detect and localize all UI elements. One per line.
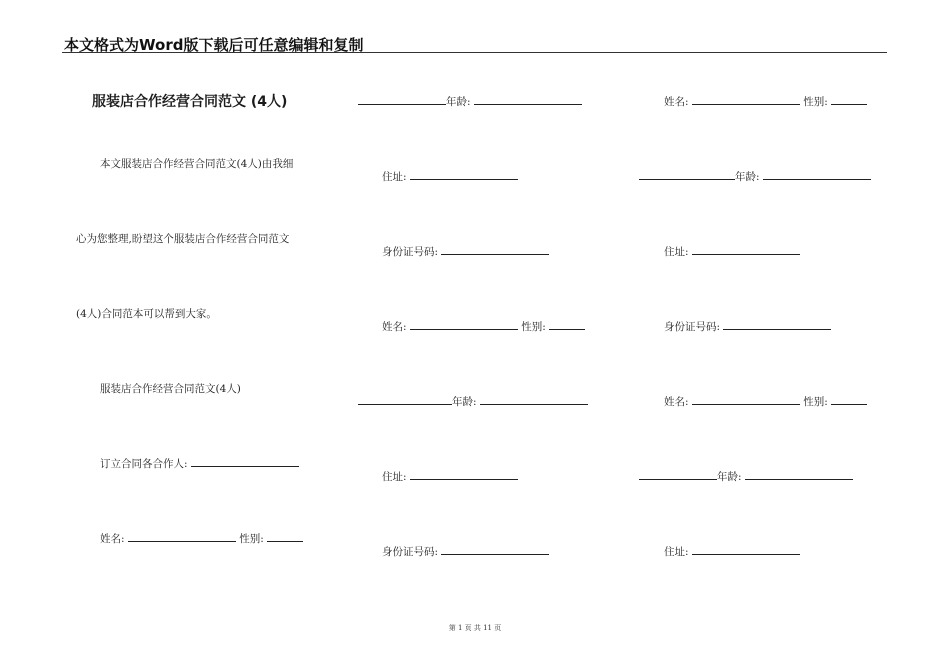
name-label: 姓名: xyxy=(382,321,407,333)
name-label: 姓名: xyxy=(664,96,689,108)
mid-age-line-2 xyxy=(358,394,588,409)
name-label: 姓名: xyxy=(100,533,125,545)
gender-blank xyxy=(267,531,303,542)
age-label: 年龄: xyxy=(735,171,760,183)
address-blank xyxy=(692,544,800,555)
gender-label: 性别: xyxy=(803,396,828,408)
age-blank xyxy=(474,94,582,105)
mid-name-gender-line xyxy=(382,319,585,334)
mid-address-line-1 xyxy=(382,169,518,184)
right-id-line xyxy=(664,319,831,334)
parties-line xyxy=(100,456,299,471)
intro-line-2: 心为您整理,盼望这个服装店合作经营合同范文 xyxy=(76,233,290,245)
mid-id-line-1 xyxy=(382,244,549,259)
gender-blank xyxy=(831,394,867,405)
right-name-gender-line-1 xyxy=(664,94,867,109)
age-label: 年龄: xyxy=(446,96,471,108)
intro-line-3: (4人)合同范本可以帮到大家。 xyxy=(76,308,217,320)
right-name-gender-line-2 xyxy=(664,394,867,409)
blank xyxy=(358,394,452,405)
address-blank xyxy=(410,469,518,480)
id-label: 身份证号码: xyxy=(382,246,439,258)
intro-line-1: 本文服装店合作经营合同范文(4人)由我细 xyxy=(100,158,294,170)
age-blank xyxy=(480,394,588,405)
blank xyxy=(639,169,735,180)
name-label: 姓名: xyxy=(664,396,689,408)
id-blank xyxy=(441,544,549,555)
name-blank xyxy=(692,94,800,105)
right-address-line-1 xyxy=(664,244,800,259)
gender-label: 性别: xyxy=(521,321,546,333)
age-label: 年龄: xyxy=(452,396,477,408)
address-label: 住址: xyxy=(382,171,407,183)
parties-blank xyxy=(191,456,299,467)
id-label: 身份证号码: xyxy=(664,321,721,333)
age-blank xyxy=(763,169,871,180)
right-address-line-2 xyxy=(664,544,800,559)
blank xyxy=(358,94,446,105)
name-blank xyxy=(692,394,800,405)
mid-age-line-1 xyxy=(358,94,582,109)
gender-blank xyxy=(549,319,585,330)
document-header: 本文格式为Word版下载后可任意编辑和复制 xyxy=(64,36,364,54)
address-blank xyxy=(692,244,800,255)
gender-blank xyxy=(831,94,867,105)
address-blank xyxy=(410,169,518,180)
party-1-name-gender xyxy=(100,531,303,546)
gender-label: 性别: xyxy=(803,96,828,108)
address-label: 住址: xyxy=(664,546,689,558)
document-title: 服装店合作经营合同范文 (4人) xyxy=(92,94,288,110)
mid-id-line-2 xyxy=(382,544,549,559)
contract-subtitle: 服装店合作经营合同范文(4人) xyxy=(100,383,241,395)
name-blank xyxy=(128,531,236,542)
address-label: 住址: xyxy=(664,246,689,258)
id-blank xyxy=(723,319,831,330)
right-age-line-1 xyxy=(639,169,871,184)
age-label: 年龄: xyxy=(717,471,742,483)
right-age-line-2 xyxy=(639,469,853,484)
page-number: 第 1 页 共 11 页 xyxy=(448,624,502,632)
id-label: 身份证号码: xyxy=(382,546,439,558)
gender-label: 性别: xyxy=(239,533,264,545)
id-blank xyxy=(441,244,549,255)
address-label: 住址: xyxy=(382,471,407,483)
blank xyxy=(639,469,717,480)
header-divider xyxy=(62,52,887,53)
age-blank xyxy=(745,469,853,480)
name-blank xyxy=(410,319,518,330)
parties-label: 订立合同各合作人: xyxy=(100,458,188,470)
mid-address-line-2 xyxy=(382,469,518,484)
